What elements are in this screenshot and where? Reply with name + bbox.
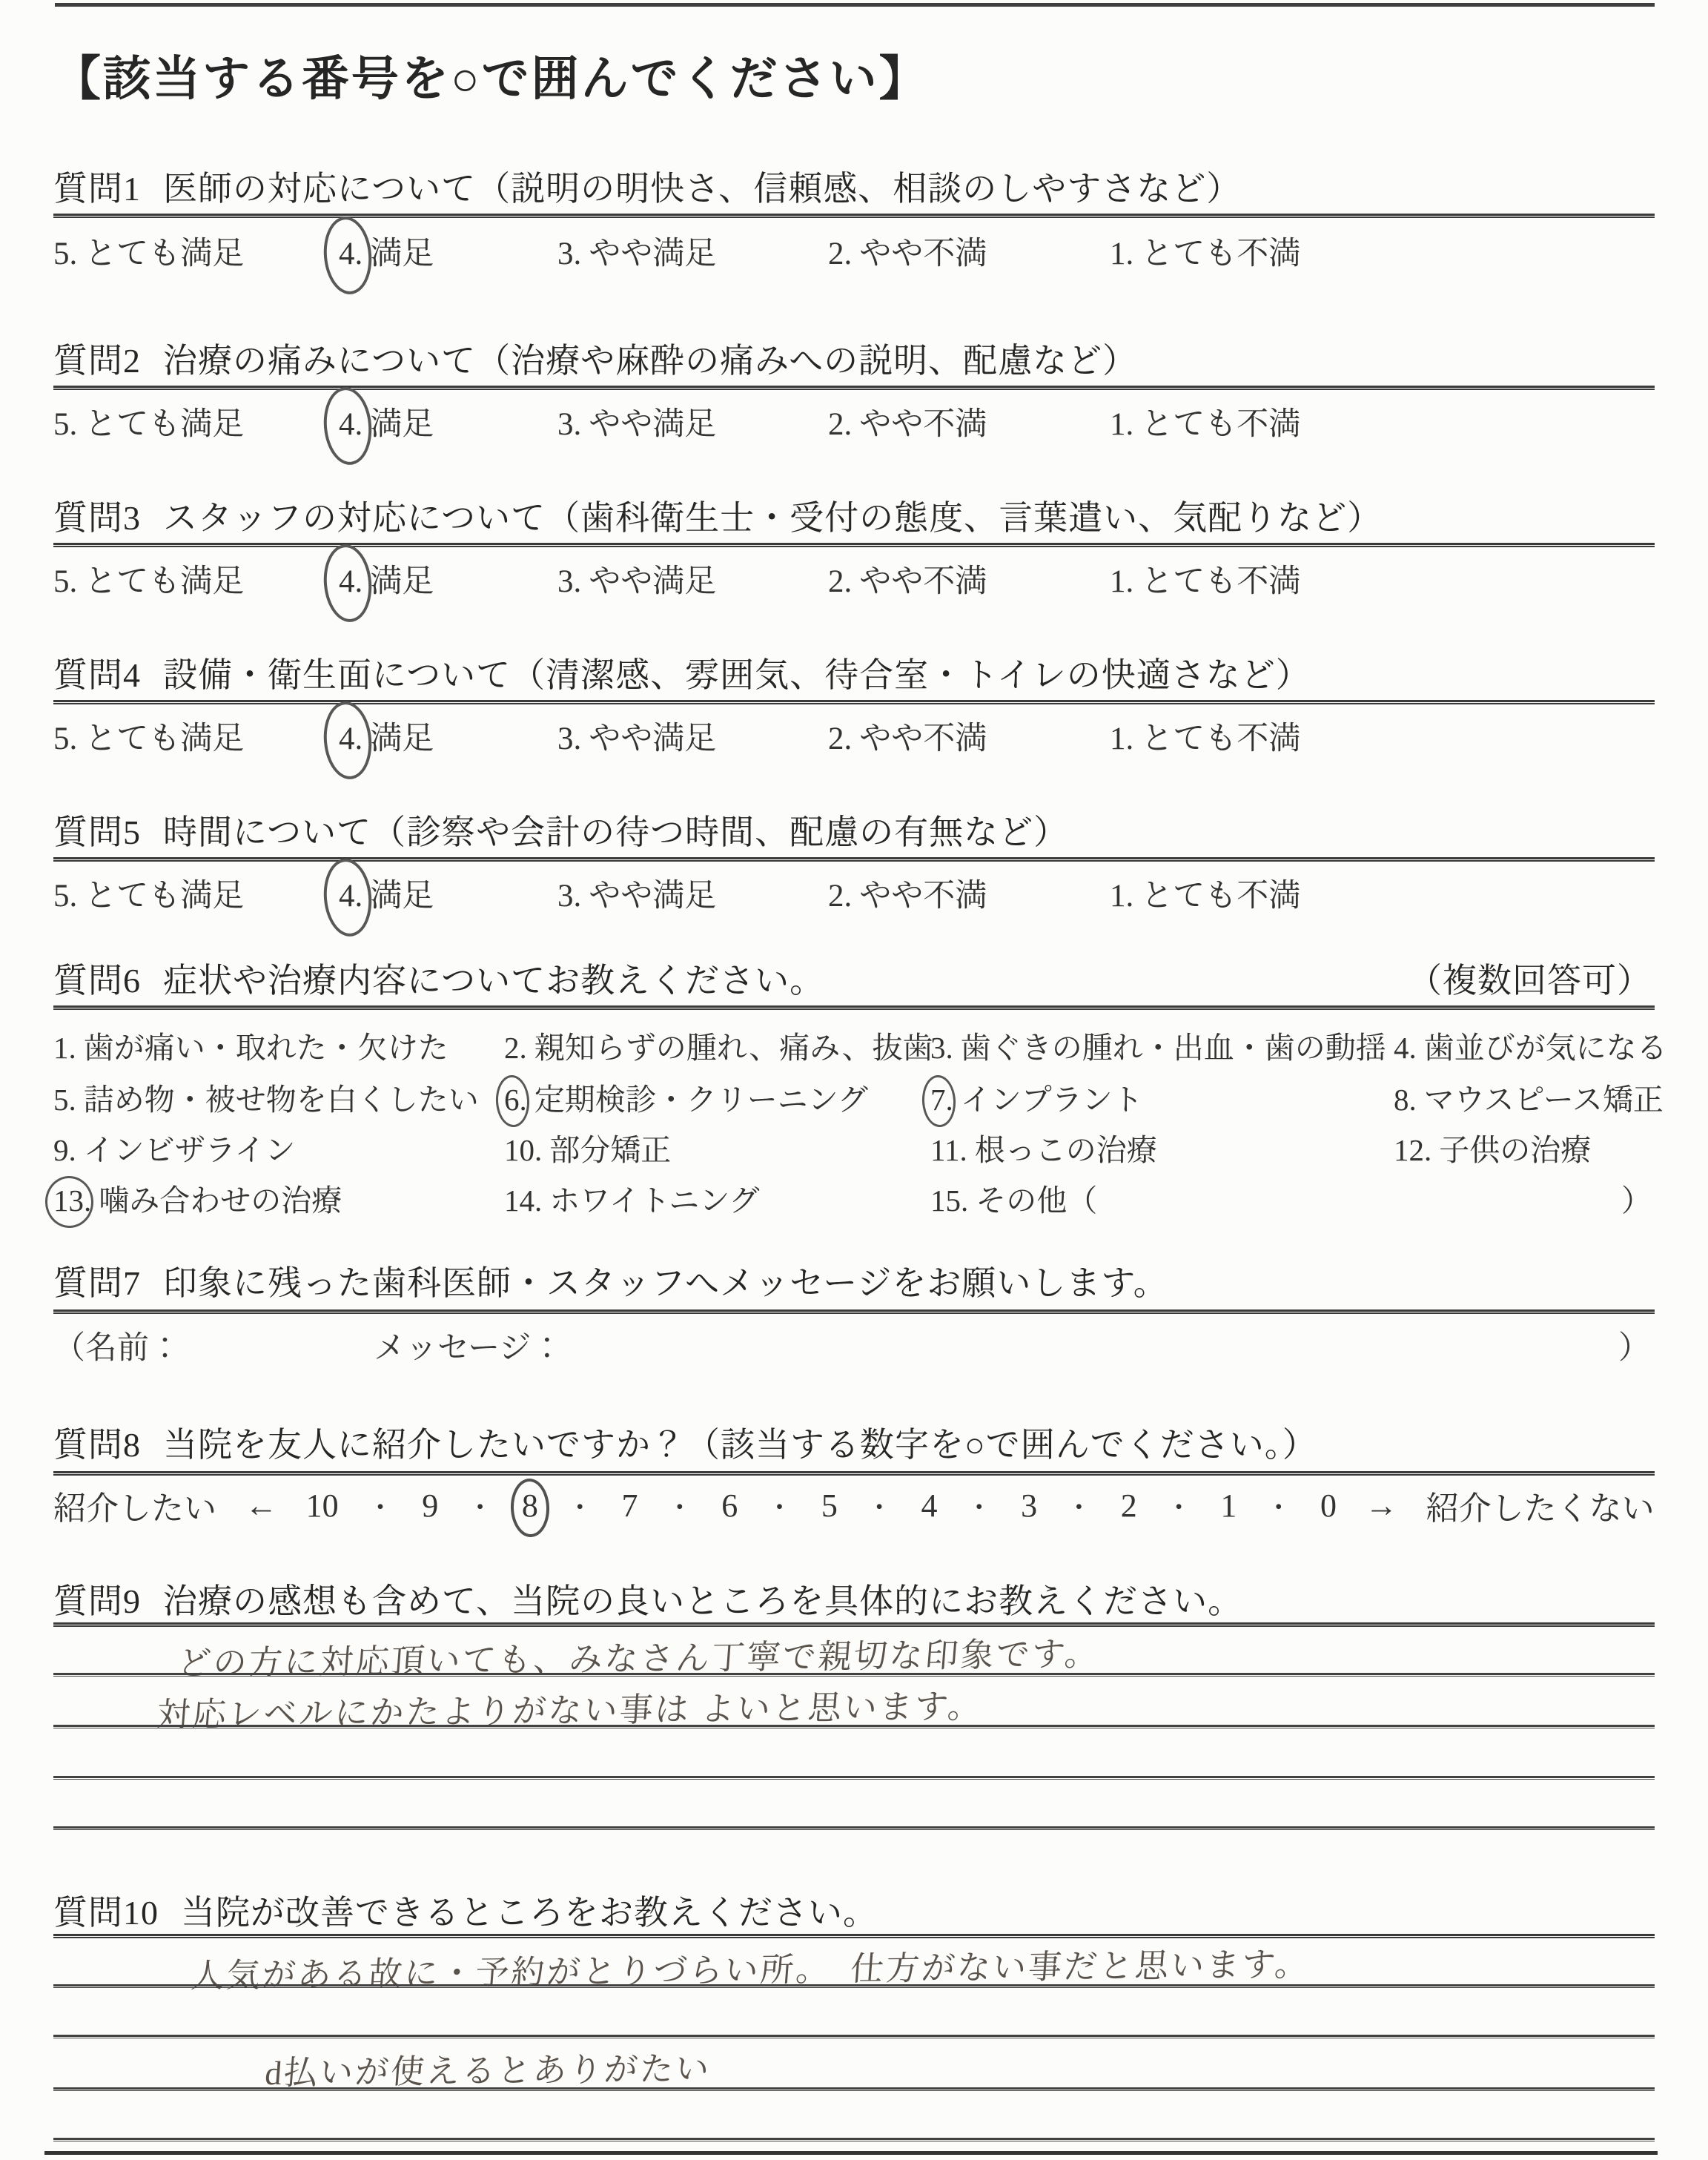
q8-score-6: 6 [721,1487,738,1524]
q8-score-10: 10 [305,1487,339,1524]
q8-score-0: 0 [1320,1487,1337,1524]
q8-score-7: 7 [621,1487,638,1524]
q6-option-4: 4. 歯並びが気になる [1394,1031,1667,1065]
q10-answer-line-4 [53,2138,1655,2141]
q1-title: 医師の対応について（説明の明快さ、信頼感、相談のしやすさなど） [163,170,1242,208]
q5-header [53,805,1655,854]
q8-dot-separator: ・ [965,1492,993,1522]
q1-rating-row [53,228,1655,273]
q6-other-close-paren: ） [1621,1183,1652,1218]
q1-option-5: 5. とても満足 [53,237,245,271]
q6-title: 症状や治療内容についてお教えください。 [163,962,825,1000]
q1-pen-circle: 4. [339,237,363,271]
q10-answer-line-3 [53,2087,1655,2091]
q6-option-1: 1. 歯が痛い・取れた・欠けた [53,1031,448,1065]
q2-option-5: 5. とても満足 [53,407,245,442]
q8-nps-scale-row [53,1483,1655,1527]
bottom-scan-edge [44,2151,1658,2155]
q10-answer-line-1 [53,1984,1655,1988]
q10-header [53,1886,1655,1935]
q4-option-3: 3. やや満足 [557,721,717,756]
q2-pen-circle: 4. [339,407,363,442]
q5-option-1: 1. とても不満 [1110,879,1301,914]
q6-option-3: 3. 歯ぐきの腫れ・出血・歯の動揺 [930,1031,1386,1065]
q5-pen-circle: 4. [339,879,363,914]
q8-dot-separator: ・ [466,1492,494,1522]
q5-title: 時間について（診察や会計の待つ時間、配慮の有無など） [163,813,1069,851]
q8-dot-separator: ・ [1165,1492,1193,1522]
q6-option-2: 2. 親知らずの腫れ、痛み、抜歯 [504,1031,933,1065]
q8-dot-separator: ・ [666,1492,693,1522]
q4-number: 質問4 [53,656,141,694]
q8-score-2: 2 [1120,1487,1137,1524]
q6-option-5: 5. 詰め物・被せ物を白くしたい [53,1083,479,1117]
q8-dot-separator: ・ [866,1492,893,1522]
q9-answer-line-2 [53,1725,1655,1728]
q9-underline [53,1622,1655,1627]
q8-right-label: 紹介したくない [1426,1490,1655,1527]
q8-left-arrow: ← [245,1487,278,1524]
q7-name-label: （名前： [53,1331,181,1366]
q8-score-8-pen-circle: 8 [521,1487,538,1524]
q6-underline [53,1005,1655,1010]
q5-option-3: 3. やや満足 [557,879,717,914]
q9-answer-line-4 [53,1826,1655,1830]
q1-underline [53,214,1655,218]
q8-score-1: 1 [1220,1487,1237,1524]
q6-option-8: 8. マウスピース矯正 [1394,1083,1664,1117]
q4-header [53,648,1655,697]
q5-option-4-circled: 4. 満足 [339,879,434,914]
q8-underline [53,1471,1655,1476]
q10-title: 当院が改善できるところをお教えください。 [181,1894,878,1932]
q1-number: 質問1 [53,170,141,208]
q7-message-label: メッセージ： [374,1331,563,1366]
q6-options-row-2 [53,1075,1664,1117]
q3-number: 質問3 [53,499,141,537]
q6-option-9: 9. インビザライン [53,1133,296,1167]
q6-option-13-circled: 13. 噛み合わせの治療 [53,1183,342,1218]
q10-number: 質問10 [53,1894,159,1932]
q3-option-4-circled: 4. 満足 [339,564,434,599]
q7-close-paren: ） [1618,1331,1650,1366]
q5-option-5: 5. とても満足 [53,879,245,914]
q9-number: 質問9 [53,1582,141,1620]
q5-option-2: 2. やや不満 [828,879,987,914]
q9-handwritten-answer-line-2: 対応レベルにかたよりがない事は よいと思います。 [155,1688,985,1734]
q8-header [53,1418,1655,1467]
q8-number: 質問8 [53,1426,141,1464]
q3-title: スタッフの対応について（歯科衛生士・受付の態度、言葉遣い、気配りなど） [163,499,1383,537]
q1-option-2: 2. やや不満 [828,237,987,271]
q7-answer-row [53,1323,1655,1364]
q5-number: 質問5 [53,813,141,851]
q8-dot-separator: ・ [1265,1492,1292,1522]
q6-options-row-3 [53,1126,1655,1167]
q6-multi-answer-note: （複数回答可） [1408,962,1652,1000]
q8-score-5: 5 [821,1487,838,1524]
q6-option-10: 10. 部分矯正 [504,1133,672,1167]
q10-handwritten-answer-line-2: d払いが使えるとありがたい [263,2050,713,2093]
q2-rating-row [53,399,1655,443]
q8-dot-separator: ・ [366,1492,394,1522]
q2-option-3: 3. やや満足 [557,407,717,442]
q1-option-4-circled: 4. 満足 [339,237,434,271]
q2-underline [53,386,1655,390]
q10-underline [53,1934,1655,1938]
q4-option-1: 1. とても不満 [1110,721,1301,756]
q7-underline [53,1309,1655,1314]
page-title: 【該当する番号を○で囲んでください】 [53,53,929,105]
q6-option-14: 14. ホワイトニング [504,1183,760,1218]
q3-rating-row [53,556,1655,601]
q10-answer-line-2 [53,2035,1655,2038]
q1-option-3: 3. やや満足 [557,237,717,271]
q6-options-row-4 [53,1176,1655,1218]
q6-options-row-1 [53,1023,1667,1065]
q8-score-9: 9 [422,1487,439,1524]
q4-option-4-circled: 4. 満足 [339,721,434,756]
q3-option-1: 1. とても不満 [1110,564,1301,599]
q2-title: 治療の痛みについて（治療や麻酔の痛みへの説明、配慮など） [163,342,1138,380]
q2-option-4-circled: 4. 満足 [339,407,434,442]
q7-number: 質問7 [53,1264,141,1302]
q4-underline [53,700,1655,704]
q3-option-2: 2. やや不満 [828,564,987,599]
q4-option-5: 5. とても満足 [53,721,245,756]
q6-option-12: 12. 子供の治療 [1394,1133,1592,1167]
q3-underline [53,543,1655,547]
q6-number: 質問6 [53,962,141,1000]
q3-header [53,491,1655,540]
q6-option-15-other: 15. その他（ [930,1183,1098,1218]
q5-rating-row [53,871,1655,915]
q9-title: 治療の感想も含めて、当院の良いところを具体的にお教えください。 [163,1582,1243,1620]
q8-right-arrow: → [1365,1487,1398,1524]
q8-dot-separator: ・ [766,1492,793,1522]
q6-option-6-pen-circle: 6. [504,1083,527,1117]
q7-title: 印象に残った歯科医師・スタッフへメッセージをお願いします。 [163,1264,1168,1302]
q8-dot-separator: ・ [1065,1492,1093,1522]
q2-number: 質問2 [53,342,141,380]
q2-option-2: 2. やや不満 [828,407,987,442]
q6-option-7-pen-circle: 7. [930,1083,953,1117]
q8-score-3: 3 [1021,1487,1038,1524]
q9-answer-line-1 [53,1673,1655,1677]
q8-title: 当院を友人に紹介したいですか？（該当する数字を○で囲んでください。） [163,1426,1317,1464]
top-divider [55,3,1655,7]
q1-option-1: 1. とても不満 [1110,237,1301,271]
q6-option-11: 11. 根っこの治療 [930,1133,1157,1167]
q4-title: 設備・衛生面について（清潔感、雰囲気、待合室・トイレの快適さなど） [163,656,1311,694]
q8-score-4: 4 [921,1487,938,1524]
q6-option-13-pen-circle: 13. [53,1183,92,1218]
q6-header [53,954,1655,1003]
q3-pen-circle: 4. [339,564,363,599]
q4-pen-circle: 4. [339,721,363,756]
q5-underline [53,857,1655,862]
q2-option-1: 1. とても不満 [1110,407,1301,442]
q3-option-5: 5. とても満足 [53,564,245,599]
q7-header [53,1256,1655,1305]
q3-option-3: 3. やや満足 [557,564,717,599]
q9-answer-line-3 [53,1776,1655,1780]
q8-left-label: 紹介したい [53,1490,216,1527]
q10-handwritten-answer-line-1: 人気がある故に・予約がとりづらい所。 仕方がない事だと思います。 [189,1946,1312,1995]
q8-dot-separator: ・ [566,1492,594,1522]
q9-handwritten-answer-line-1: どの方に対応頂いても、みなさん丁寧で親切な印象です。 [176,1635,1102,1682]
q4-option-2: 2. やや不満 [828,721,987,756]
q6-option-7-circled: 7. インプラント [930,1083,1143,1117]
q1-header [53,162,1655,211]
q2-header [53,334,1655,383]
q6-option-6-circled: 6. 定期検診・クリーニング [504,1083,868,1117]
q4-rating-row [53,713,1655,758]
q9-header [53,1574,1655,1623]
